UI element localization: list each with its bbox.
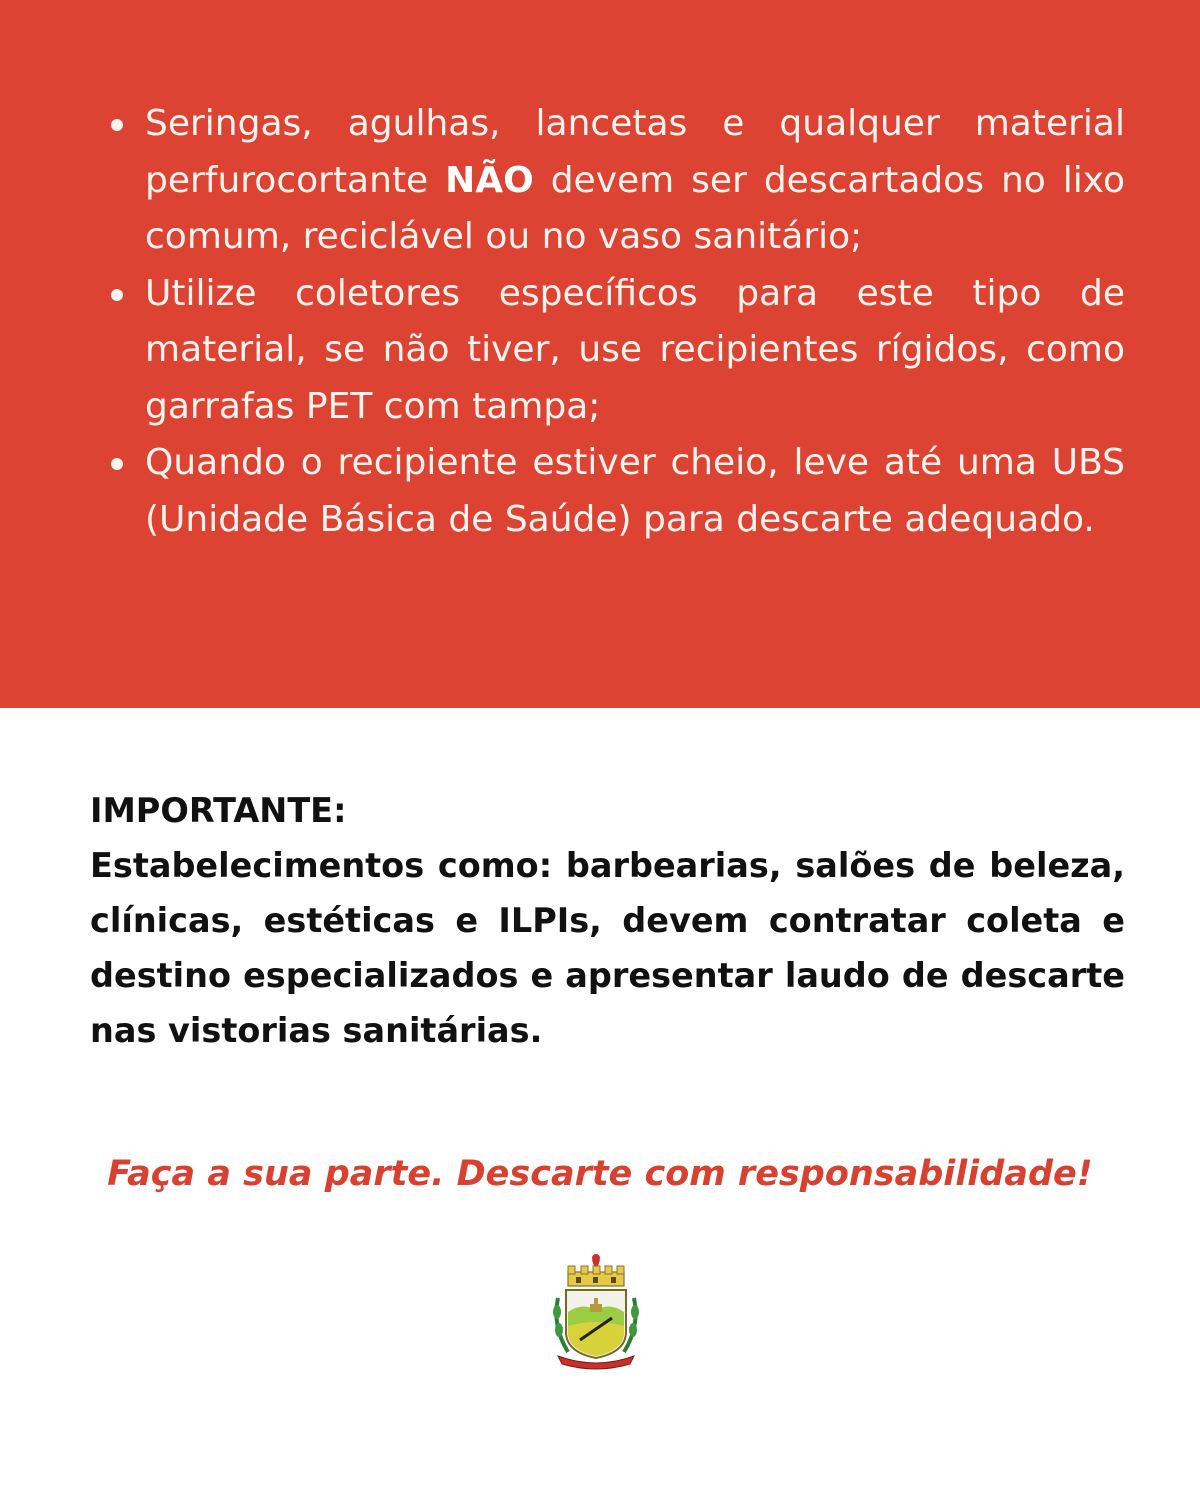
bullet-dot-icon	[111, 119, 123, 131]
bullet-text: Quando o recipiente estiver cheio, leve até uma UBS (Unidade Básica de Saúde) para descarte adequado.	[145, 442, 1125, 540]
bullet-dot-icon	[111, 289, 123, 301]
bullet-item-1	[105, 96, 1125, 266]
bullet-dot-icon	[111, 458, 123, 470]
bullet-text: Seringas, agulhas, lancetas e qualquer material perfurocortante NÃO devem ser descartados no lixo comum, reciclável ou no vaso sanitário;	[145, 103, 1125, 257]
bullet-list	[105, 96, 1125, 548]
bullet-text: Utilize coletores específicos para este tipo de material, se não tiver, use recipientes rígidos, como garrafas PET com tampa;	[145, 272, 1125, 427]
important-heading: IMPORTANTE:	[90, 791, 347, 830]
red-info-panel	[0, 0, 1200, 708]
bullet-item-3	[105, 435, 1125, 548]
important-notice	[90, 783, 1125, 1058]
important-body: Estabelecimentos como: barbearias, salões de beleza, clínicas, estéticas e ILPIs, devem contratar coleta e destino especializados e apresentar laudo de descarte nas vistorias sanitárias.	[90, 846, 1125, 1050]
bullet-item-2	[105, 266, 1125, 436]
municipal-coat-of-arms-icon	[548, 1252, 644, 1372]
tagline: Faça a sua parte. Descarte com responsabilidade!	[107, 1154, 1093, 1194]
bold-emphasis: NÃO	[445, 159, 534, 201]
